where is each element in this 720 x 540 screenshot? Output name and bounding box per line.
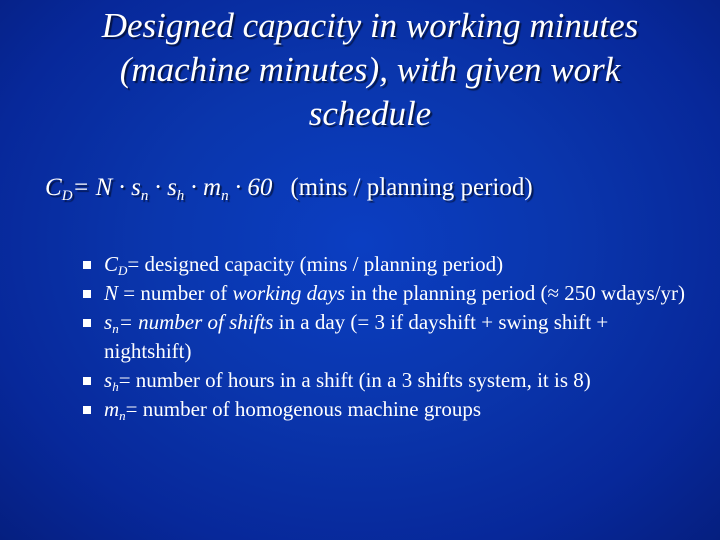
square-bullet-icon bbox=[83, 406, 91, 414]
formula-sh-sub: h bbox=[176, 188, 185, 204]
capacity-formula bbox=[45, 171, 533, 205]
list-item bbox=[80, 308, 695, 366]
title-line-1: Designed capacity in working minutes bbox=[101, 6, 639, 45]
formula-sh: · s bbox=[148, 174, 177, 201]
square-bullet-icon bbox=[83, 290, 91, 298]
sn-definition-emphasis: = number of shifts bbox=[118, 310, 274, 334]
sh-definition: = number of hours in a shift (in a 3 shifts system, it is 8) bbox=[118, 368, 591, 392]
cd-sub: D bbox=[118, 263, 128, 278]
square-bullet-icon bbox=[83, 377, 91, 385]
cd-definition: = designed capacity (mins / planning period) bbox=[127, 252, 504, 276]
sh-var: s bbox=[104, 368, 113, 392]
sn-var: s bbox=[104, 310, 113, 334]
title-line-2: (machine minutes), with given work bbox=[119, 50, 621, 89]
formula-mn: · m bbox=[184, 174, 222, 201]
slide-title bbox=[30, 4, 710, 136]
list-item bbox=[80, 395, 695, 424]
mn-sub: n bbox=[119, 408, 126, 423]
n-definition-emphasis: working days bbox=[232, 281, 346, 305]
mn-var: m bbox=[104, 397, 120, 421]
formula-unit: (mins / planning period) bbox=[290, 174, 533, 201]
sh-sub: h bbox=[112, 379, 119, 394]
cd-var: C bbox=[104, 252, 119, 276]
list-item bbox=[80, 366, 695, 395]
formula-sn-sub: n bbox=[140, 188, 149, 204]
list-item bbox=[80, 250, 695, 279]
formula-sixty: · 60 bbox=[228, 174, 273, 201]
n-definition-pre: = number of bbox=[118, 281, 233, 305]
square-bullet-icon bbox=[83, 319, 91, 327]
formula-mn-sub: n bbox=[221, 188, 229, 204]
list-item bbox=[80, 279, 695, 308]
title-line-3: schedule bbox=[308, 94, 432, 133]
definitions-list bbox=[80, 250, 695, 424]
n-var: N bbox=[104, 281, 119, 305]
n-definition-post: in the planning period (≈ 250 wdays/yr) bbox=[345, 281, 685, 305]
formula-cd-sub: D bbox=[61, 188, 73, 204]
sn-definition-post: in a day (= 3 if dayshift + swing shift + nightshift) bbox=[104, 310, 609, 363]
formula-expression bbox=[45, 174, 273, 204]
formula-n-sn: = N · s bbox=[72, 174, 141, 201]
formula-cd-var: C bbox=[45, 174, 62, 201]
sn-sub: n bbox=[112, 321, 119, 336]
mn-definition: = number of homogenous machine groups bbox=[125, 397, 482, 421]
square-bullet-icon bbox=[83, 261, 91, 269]
